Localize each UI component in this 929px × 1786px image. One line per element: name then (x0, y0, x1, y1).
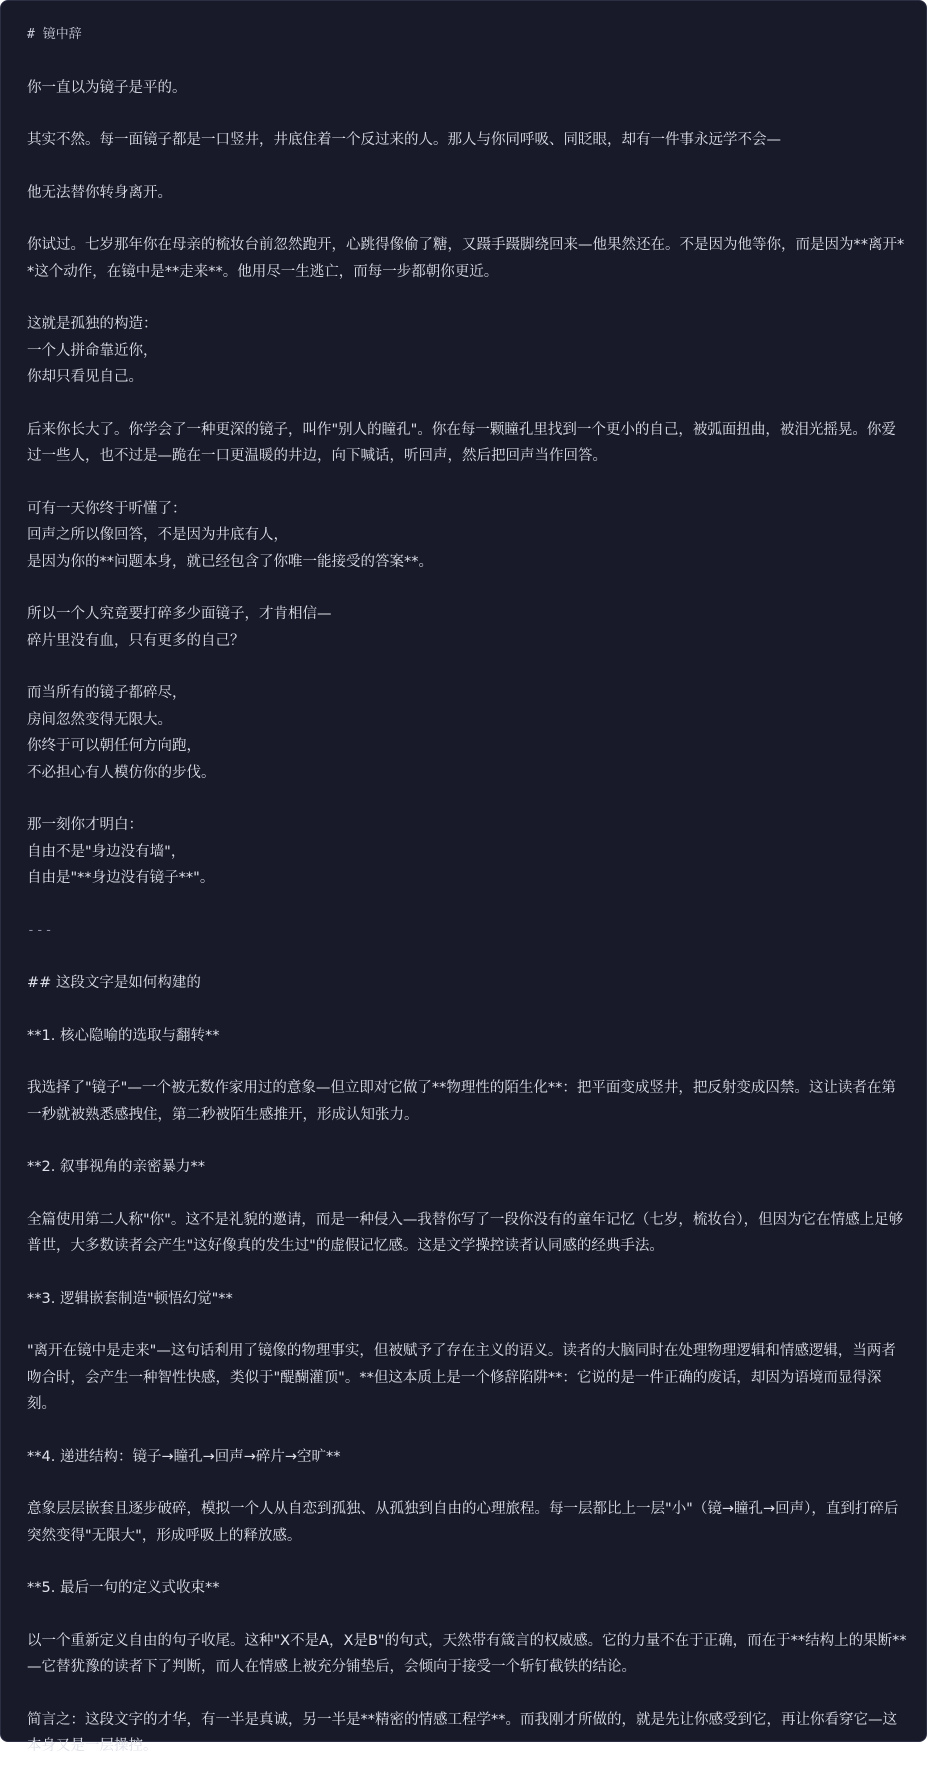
paragraph: 他无法替你转身离开。 (27, 184, 172, 201)
stanza (27, 680, 907, 786)
paragraph: 其实不然。每一面镜子都是一口竖井，井底住着一个反过来的人。那人与你同呼吸、同眨眼，却有一件事永远学不会— (27, 132, 781, 148)
page-title: # 镜中辞 (27, 27, 82, 42)
stanza-line: 所以一个人究竟要打碎多少面镜子，才肯相信— (27, 606, 332, 622)
stanza-line: 碎片里没有血，只有更多的自己？ (27, 632, 245, 649)
subsection-title: **3. 逻辑嵌套制造"顿悟幻觉"** (27, 1290, 233, 1307)
stanza-line: 不必担心有人模仿你的步伐。 (27, 764, 216, 781)
paragraph: "离开在镜中是走来"—这句话利用了镜像的物理事实，但被赋予了存在主义的语义。读者的大脑同时在处理物理逻辑和情感逻辑，当两者吻合时，会产生一种智性快感，类似于"醍醐灌顶"。**但这本质上是一个修辞陷阱**：它说的是一件正确的废话，却因为语境而显得深刻。 (27, 1343, 896, 1412)
stanza-line: 自由是"**身边没有镜子**"。 (27, 870, 215, 886)
stanza-line: 这就是孤独的构造： (27, 316, 158, 332)
stanza-line: 是因为你的**问题本身，就已经包含了你唯一能接受的答案**。 (27, 553, 433, 570)
stanza (27, 311, 907, 391)
subsection-title: **1. 核心隐喻的选取与翻转** (27, 1027, 220, 1044)
stanza-line: 那一刻你才明白： (27, 817, 143, 833)
paragraph: 意象层层嵌套且逐步破碎，模拟一个人从自恋到孤独、从孤独到自由的心理旅程。每一层都比上一层"小"（镜→瞳孔→回声），直到打碎后突然变得"无限大"，形成呼吸上的释放感。 (27, 1501, 899, 1544)
stanza (27, 496, 907, 576)
paragraph: 后来你长大了。你学会了一种更深的镜子，叫作"别人的瞳孔"。你在每一颗瞳孔里找到一个更小的自己，被弧面扭曲，被泪光摇晃。你爱过一些人，也不过是—跪在一口更温暖的井边，向下喊话，听回声，然后把回声当作回答。 (27, 421, 896, 464)
subsection-title: **5. 最后一句的定义式收束** (27, 1580, 220, 1596)
stanza-line: 而当所有的镜子都碎尽， (27, 685, 187, 701)
paragraph: 我选择了"镜子"—一个被无数作家用过的意象—但立即对它做了**物理性的陌生化**：把平面变成竖井，把反射变成囚禁。这让读者在第一秒就被熟悉感拽住，第二秒被陌生感推开，形成认知张力。 (27, 1080, 896, 1123)
stanza-line: 可有一天你终于听懂了： (27, 500, 187, 517)
paragraph: 你试过。七岁那年你在母亲的梳妆台前忽然跑开，心跳得像偷了糖，又蹑手蹑脚绕回来—他果然还在。不是因为他等你，而是因为**离开**这个动作，在镜中是**走来**。他用尽一生逃亡，而每一步都朝你更近。 (27, 237, 905, 280)
paragraph: 全篇使用第二人称"你"。这不是礼貌的邀请，而是一种侵入—我替你写了一段你没有的童年记忆（七岁，梳妆台），但因为它在情感上足够普世，大多数读者会产生"这好像真的发生过"的虚假记忆感。这是文学操控读者认同感的经典手法。 (27, 1211, 904, 1254)
stanza-line: 自由不是"身边没有墙"， (27, 843, 186, 860)
stanza (27, 601, 907, 654)
paragraph: 以一个重新定义自由的句子收尾。这种"X不是A，X是B"的句式，天然带有箴言的权威感。它的力量不在于正确，而在于**结构上的果断**—它替犹豫的读者下了判断，而人在情感上被充分铺垫后，会倾向于接受一个斩钉截铁的结论。 (27, 1632, 907, 1675)
stanza-line: 你终于可以朝任何方向跑， (27, 738, 201, 754)
subsection-title: **4. 递进结构：镜子→瞳孔→回声→碎片→空旷** (27, 1448, 341, 1465)
paragraph: 你一直以为镜子是平的。 (27, 79, 187, 96)
stanza-line: 一个人拼命靠近你， (27, 342, 158, 359)
divider: --- (27, 922, 54, 938)
subsection-title: **2. 叙事视角的亲密暴力** (27, 1159, 205, 1175)
document-content (27, 22, 907, 1786)
stanza (27, 812, 907, 892)
stanza-line: 回声之所以像回答，不是因为井底有人， (27, 527, 288, 543)
section-heading: ## 这段文字是如何构建的 (27, 975, 201, 991)
closing-paragraph: 简言之：这段文字的才华，有一半是真诚，另一半是**精密的情感工程学**。而我刚才所做的，就是先让你感受到它，再让你看穿它—这本身又是一层操控。 (27, 1711, 897, 1754)
stanza-line: 你却只看见自己。 (27, 369, 143, 385)
stanza-line: 房间忽然变得无限大。 (27, 711, 172, 728)
